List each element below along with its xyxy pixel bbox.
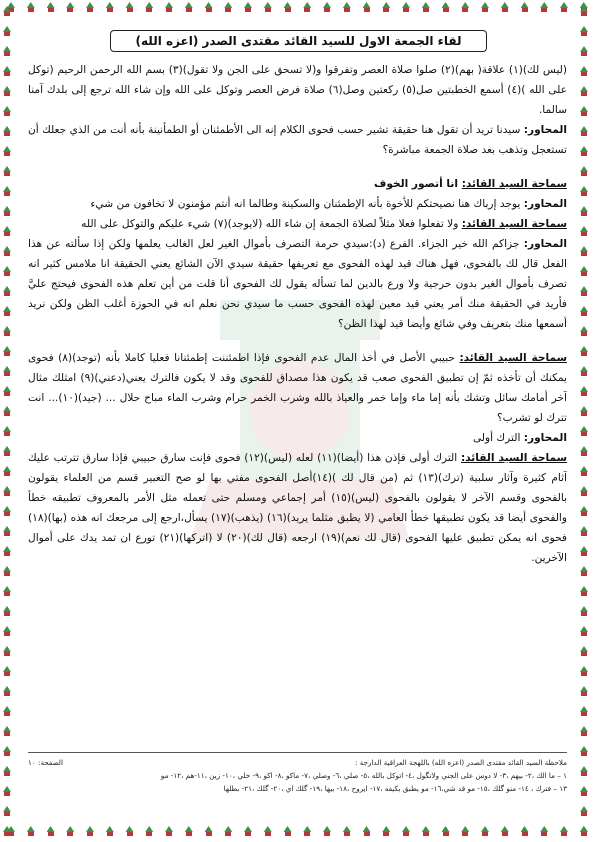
border-ornament [2, 666, 12, 676]
border-ornament [2, 446, 12, 456]
border-ornament [579, 226, 589, 236]
border-ornament [381, 2, 391, 12]
border-ornament [283, 2, 293, 12]
border-ornament [2, 6, 12, 16]
border-ornament [579, 526, 589, 536]
border-ornament [579, 406, 589, 416]
border-ornament [144, 826, 154, 836]
border-ornament [579, 86, 589, 96]
border-ornament [480, 2, 490, 12]
border-ornament [2, 546, 12, 556]
border-ornament [579, 426, 589, 436]
paragraph [28, 348, 567, 428]
border-ornament [144, 2, 154, 12]
border-ornament [579, 606, 589, 616]
border-ornament [2, 266, 12, 276]
border-ornament [579, 166, 589, 176]
paragraph [28, 60, 567, 120]
border-ornament [579, 306, 589, 316]
border-ornament [421, 2, 431, 12]
border-ornament [2, 746, 12, 756]
border-ornament [480, 826, 490, 836]
border-ornament [342, 826, 352, 836]
border-ornament [441, 2, 451, 12]
paragraph-text: انا أتصور الخوف [374, 178, 462, 190]
border-ornament [460, 2, 470, 12]
border-ornament [2, 346, 12, 356]
border-ornament [421, 826, 431, 836]
paragraph-text: جزاكم الله خير الجزاء. الفرع (د):سيدي حرمة التصرف بأموال الغير لعل الغالب يعلمها ولكن إذا سألته عن هذا الفعل قال لك بالفحوى، فهل هناك قيد لهذه الفحوى مع تعريفها حقيقة سيدي الآن الشائع يعني الحقيقة انا ملامس كثير انه تصرف بأموال الغير بدون حرجية ولا ورع بالدين لما تسأله يقول لك الفحوى أنا قلت من أين تعلم هذه الفحوى فيحتج عليَّ فأريد في الحقيقة منك أمر يعني قيد معين لهذه الفحوى حسب ما سيدي نحن نعلم انه في الحوزة أغلب الظن ولكن نريد أسمعها منك بتعريف وفي شائع وأيضا قيد لهذا الظن؟ [28, 238, 567, 330]
border-ornament [579, 46, 589, 56]
border-ornament [500, 2, 510, 12]
border-ornament [579, 266, 589, 276]
border-ornament [520, 2, 530, 12]
border-ornament [342, 2, 352, 12]
border-ornament [2, 46, 12, 56]
border-ornament [2, 486, 12, 496]
border-ornament [26, 2, 36, 12]
border-ornament [579, 566, 589, 576]
bottom-decorative-border [0, 826, 595, 840]
border-ornament [579, 786, 589, 796]
border-ornament [26, 826, 36, 836]
border-ornament [579, 346, 589, 356]
border-ornament [579, 326, 589, 336]
paragraph-text: (ليس لك)(١) علاقة( بهم)(٢) صلوا صلاة العصر وتفرقوا و(لا تسحق على الجن ولا تقول)(٣) بسم الله الرحمن الرحيم (توكل على الله )(٤) أسمع الخطبتين صل(٥) ركعتين وصل(٦) صلاة فرض العصر وتوكل على الله وإن شاء الله ترجع إلى بلدك آمنا سالما. [28, 64, 567, 116]
speaker-label: سماحة السيد القائد: [459, 352, 567, 364]
border-ornament [302, 2, 312, 12]
border-ornament [579, 486, 589, 496]
border-ornament [579, 686, 589, 696]
border-ornament [2, 566, 12, 576]
border-ornament [579, 106, 589, 116]
border-ornament [2, 766, 12, 776]
border-ornament [125, 826, 135, 836]
paragraph [28, 174, 567, 194]
border-ornament [2, 126, 12, 136]
border-ornament [2, 646, 12, 656]
border-ornament [381, 826, 391, 836]
border-ornament [164, 826, 174, 836]
border-ornament [85, 2, 95, 12]
border-ornament [322, 826, 332, 836]
border-ornament [2, 526, 12, 536]
border-ornament [105, 2, 115, 12]
border-ornament [579, 746, 589, 756]
border-ornament [579, 186, 589, 196]
border-ornament [2, 786, 12, 796]
border-ornament [520, 826, 530, 836]
border-ornament [579, 726, 589, 736]
border-ornament [2, 426, 12, 436]
border-ornament [401, 826, 411, 836]
border-ornament [2, 626, 12, 636]
border-ornament [579, 646, 589, 656]
border-ornament [204, 826, 214, 836]
border-ornament [579, 806, 589, 816]
border-ornament [579, 466, 589, 476]
footnote-divider [28, 752, 567, 753]
border-ornament [579, 766, 589, 776]
top-decorative-border [0, 2, 595, 16]
paragraph-text: ولا تفعلوا فعلا مثلاً لصلاة الجمعة إن شاء الله (لايوجد)(٧) شيء عليكم والتوكل على الله [81, 218, 462, 230]
border-ornament [579, 366, 589, 376]
speaker-label: سماحة السيد القائد: [460, 452, 567, 464]
border-ornament [579, 206, 589, 216]
border-ornament [105, 826, 115, 836]
border-ornament [243, 2, 253, 12]
border-ornament [65, 2, 75, 12]
border-ornament [579, 446, 589, 456]
border-ornament [2, 166, 12, 176]
border-ornament [579, 6, 589, 16]
paragraph-text: يوجد إرباك هنا نصيحتكم للأخوة بأنه الإطمئنان والسكينة وطالما انه أنتم مؤمنون لا تخافون من شيء [90, 198, 524, 210]
speaker-label: سماحة السيد القائد: [461, 178, 567, 190]
border-ornament [85, 826, 95, 836]
border-ornament [2, 706, 12, 716]
border-ornament [2, 306, 12, 316]
transcript-body [28, 60, 567, 740]
border-ornament [125, 2, 135, 12]
border-ornament [579, 126, 589, 136]
border-ornament [579, 506, 589, 516]
border-ornament [243, 826, 253, 836]
border-ornament [2, 506, 12, 516]
border-ornament [2, 406, 12, 416]
footnote-line-1: ١ – ما الك ،٢- بيهم ،٣- لا دوس على الجني ولاتگول ،٤- اتوكل بالله ،٥- صلي ،٦- وصلي ،٧- ماكو ،٨- اكو ،٩- خلي ،١٠- زين ،١١-هم ،١٢- مو [160, 771, 567, 780]
border-ornament [184, 2, 194, 12]
border-ornament [579, 26, 589, 36]
border-ornament [2, 246, 12, 256]
border-ornament [579, 246, 589, 256]
border-ornament [559, 2, 569, 12]
paragraph [28, 194, 567, 214]
border-ornament [223, 826, 233, 836]
border-ornament [2, 146, 12, 156]
border-ornament [559, 826, 569, 836]
border-ornament [2, 186, 12, 196]
border-ornament [579, 666, 589, 676]
border-ornament [460, 826, 470, 836]
paragraph [28, 234, 567, 334]
paragraph-text: الترك أولى [472, 432, 524, 444]
footnote-header: ملاحظة السيد القائد مقتدى الصدر (اعزه الله) باللهجة العراقية الدارجة : [354, 758, 567, 767]
footnotes [28, 756, 567, 795]
footnote-line-2: ١٣ – فترك ، ١٤- منو گلك ،١٥- مو قد شي،١٦- مو يطبق بكيفه ،١٧- ايروح ،١٨- بيها ،١٩- گلك اي ،٢٠- گلك ،٢١- بطلها [223, 784, 567, 793]
border-ornament [579, 386, 589, 396]
border-ornament [579, 826, 589, 836]
speaker-label: المحاور: [523, 432, 567, 444]
border-ornament [579, 586, 589, 596]
border-ornament [2, 586, 12, 596]
page-title: لقاء الجمعة الاول للسيد القائد مقتدى الصدر (اعزه الله) [135, 34, 462, 48]
border-ornament [2, 86, 12, 96]
border-ornament [2, 326, 12, 336]
border-ornament [579, 626, 589, 636]
speaker-label: المحاور: [523, 198, 567, 210]
speaker-label: المحاور: [523, 238, 567, 250]
border-ornament [579, 146, 589, 156]
border-ornament [2, 826, 12, 836]
border-ornament [441, 826, 451, 836]
border-ornament [302, 826, 312, 836]
border-ornament [164, 2, 174, 12]
border-ornament [579, 66, 589, 76]
left-decorative-border [2, 0, 16, 842]
border-ornament [223, 2, 233, 12]
paragraph-text: حبيبي الأصل في أخذ المال عدم الفحوى فإذا اطمئننت إطمئنانا فعليا كاملا بأنه (توجد)(٨) فحوى يمكنك أن تأخذه ثمّ إن تطبيق الفحوى صعب قد يكون هذا مصداق للفحوى وقد لا يكون فالترك يعني(دعني)(٩) امثلك مثال آخر أمامك سائل وتشك بأنه إما ماء وإما خمر والعياذ بالله وشرب الخمر حرام وشرب الماء مباح حلال ... (جيد)(١٠)... انت تترك لو تشرب؟ [28, 352, 567, 424]
border-ornament [2, 806, 12, 816]
paragraph-text: سيدنا تريد أن تقول هنا حقيقة تشير حسب فحوى الكلام إنه الى الأطمئنان أو الطمأنينة بأنه أنت من الذي جعلك أن تستعجل وتذهب بعد صلاة الجمعة مباشرة؟ [28, 124, 567, 156]
border-ornament [579, 706, 589, 716]
border-ornament [500, 826, 510, 836]
border-ornament [65, 826, 75, 836]
border-ornament [2, 286, 12, 296]
border-ornament [263, 2, 273, 12]
border-ornament [322, 2, 332, 12]
border-ornament [2, 366, 12, 376]
title-box [110, 30, 487, 52]
border-ornament [539, 2, 549, 12]
border-ornament [2, 106, 12, 116]
paragraph [28, 120, 567, 160]
border-ornament [2, 386, 12, 396]
border-ornament [539, 826, 549, 836]
page-number: الصفحة: ١٠ [28, 758, 63, 767]
border-ornament [362, 2, 372, 12]
border-ornament [204, 2, 214, 12]
border-ornament [2, 466, 12, 476]
border-ornament [362, 826, 372, 836]
border-ornament [184, 826, 194, 836]
border-ornament [2, 66, 12, 76]
border-ornament [2, 606, 12, 616]
border-ornament [46, 2, 56, 12]
border-ornament [2, 686, 12, 696]
paragraph-gap [28, 334, 567, 348]
paragraph-gap [28, 160, 567, 174]
border-ornament [401, 2, 411, 12]
border-ornament [2, 206, 12, 216]
paragraph [28, 448, 567, 568]
border-ornament [2, 726, 12, 736]
speaker-label: سماحة السيد القائد: [461, 218, 567, 230]
speaker-label: المحاور: [523, 124, 567, 136]
border-ornament [263, 826, 273, 836]
paragraph [28, 214, 567, 234]
border-ornament [46, 826, 56, 836]
border-ornament [2, 226, 12, 236]
border-ornament [2, 26, 12, 36]
border-ornament [283, 826, 293, 836]
right-decorative-border [579, 0, 593, 842]
border-ornament [579, 286, 589, 296]
border-ornament [579, 546, 589, 556]
paragraph [28, 428, 567, 448]
paragraph-text: الترك أولى فإذن هذا (أيضا)(١١) لعله (ليس)(١٢) فحوى فإنت سارق حبيبي فإذا سارق تترتب عليك آثام كثيرة وآثار سلبية (ترك)(١٣) ثم (من قال لك )(١٤)أصل الفحوى مفتي بها لو صح التعبير قسم من العلماء يقولون بالفحوى وقسم الآخر لا يقولون بالفحوى (ليس)(١٥) أمر إجماعي ومسلم حتى تعمله مثل الأمر بالمعروف تطبيقه خطأ والفحوى أيضا قد يكون تطبيقها خطأ العامي (لا يطبق مثلما يريد)(١٦) (يذهب)(١٧) يسأل،ارجع إلى مرجعك انه هذه (بها)(١٨) فحوى انه يمكن تطبيق عليها الفحوى (قال لك نعم)(١٩) ارجعه (قال لك)(٢٠) لا (اتركها)(٢١) تورع ان تمد يدك على أموال الآخرين. [28, 452, 567, 564]
